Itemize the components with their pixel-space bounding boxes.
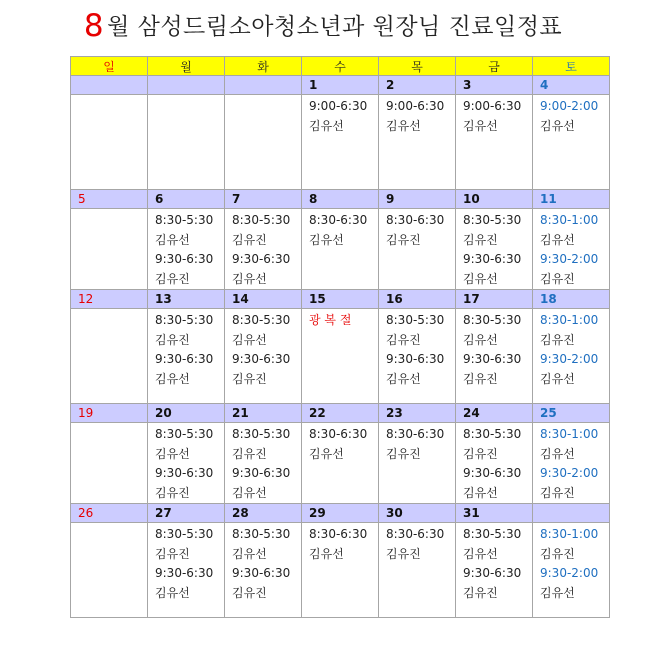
schedule-cell [148,95,225,190]
date-cell: 2 [379,76,456,95]
schedule-cell [71,95,148,190]
doctor-name: 김유진 [386,446,421,461]
doctor-name: 김유선 [540,371,575,386]
date-cell: 15 [302,290,379,309]
schedule-row [71,309,610,404]
doctor-name: 김유진 [155,546,190,561]
doctor-name: 김유선 [232,546,267,561]
schedule-hours: 광 복 절 [309,313,352,327]
schedule-hours: 8:30-5:30 [463,527,522,541]
doctor-name: 김유진 [386,332,421,347]
doctor-name: 김유선 [463,546,498,561]
doctor-name: 김유선 [155,585,190,600]
schedule-cell [456,95,533,190]
doctor-name: 김유선 [155,371,190,386]
weekday-header-wed: 수 [302,57,379,76]
date-cell: 18 [533,290,610,309]
schedule-hours: 8:30-5:30 [232,313,291,327]
date-cell: 17 [456,290,533,309]
doctor-name: 김유선 [540,585,575,600]
doctor-name: 김유진 [540,271,575,286]
schedule-hours: 8:30-5:30 [463,213,522,227]
doctor-name: 김유진 [540,546,575,561]
date-row [71,290,610,309]
schedule-hours: 9:30-6:30 [155,466,214,480]
date-cell: 28 [225,504,302,523]
schedule-hours: 9:30-6:30 [232,352,291,366]
date-cell: 7 [225,190,302,209]
doctor-name: 김유선 [232,271,267,286]
weekday-header-mon: 월 [148,57,225,76]
doctor-name: 김유선 [232,332,267,347]
date-cell: 13 [148,290,225,309]
schedule-cell [456,209,533,290]
date-cell: 9 [379,190,456,209]
schedule-hours: 9:00-2:00 [540,99,599,113]
date-cell: 26 [71,504,148,523]
schedule-hours: 8:30-6:30 [386,213,445,227]
schedule-hours: 8:30-6:30 [309,213,368,227]
schedule-cell [225,423,302,504]
schedule-hours: 9:30-2:00 [540,466,599,480]
schedule-cell [456,523,533,618]
doctor-name: 김유선 [309,118,344,133]
date-cell: 12 [71,290,148,309]
doctor-name: 김유진 [232,446,267,461]
schedule-hours: 8:30-5:30 [232,527,291,541]
weekday-header-tue: 화 [225,57,302,76]
doctor-name: 김유선 [309,232,344,247]
schedule-row [71,209,610,290]
schedule-hours: 8:30-5:30 [155,313,214,327]
weekday-header-thu: 목 [379,57,456,76]
schedule-hours: 9:30-2:00 [540,252,599,266]
schedule-cell [148,523,225,618]
schedule-row [71,423,610,504]
schedule-hours: 9:30-6:30 [155,352,214,366]
schedule-cell [379,95,456,190]
doctor-name: 김유선 [540,232,575,247]
schedule-cell [148,309,225,404]
schedule-cell [225,309,302,404]
date-cell: 6 [148,190,225,209]
schedule-hours: 9:30-6:30 [463,252,522,266]
schedule-cell [148,209,225,290]
date-cell: 4 [533,76,610,95]
schedule-cell [533,309,610,404]
date-cell [148,76,225,95]
date-cell [71,76,148,95]
schedule-hours: 9:00-6:30 [386,99,445,113]
doctor-name: 김유진 [540,332,575,347]
date-row [71,404,610,423]
schedule-cell [302,209,379,290]
doctor-name: 김유진 [540,485,575,500]
date-cell: 8 [302,190,379,209]
schedule-hours: 9:30-6:30 [463,566,522,580]
schedule-cell [302,523,379,618]
schedule-cell [533,209,610,290]
date-cell: 5 [71,190,148,209]
doctor-name: 김유진 [155,332,190,347]
date-cell: 24 [456,404,533,423]
doctor-name: 김유선 [540,118,575,133]
schedule-hours: 8:30-5:30 [232,427,291,441]
schedule-cell [71,209,148,290]
schedule-hours: 8:30-1:00 [540,313,599,327]
date-cell: 21 [225,404,302,423]
schedule-cell [456,423,533,504]
doctor-name: 김유진 [463,371,498,386]
doctor-name: 김유선 [463,485,498,500]
schedule-cell [225,523,302,618]
doctor-name: 김유진 [155,485,190,500]
schedule-hours: 8:30-6:30 [386,527,445,541]
schedule-hours: 9:30-6:30 [155,566,214,580]
schedule-cell [533,95,610,190]
doctor-name: 김유진 [232,232,267,247]
date-cell: 11 [533,190,610,209]
schedule-cell [533,423,610,504]
title-text: 월 삼성드림소아청소년과 원장님 진료일정표 [107,14,563,40]
schedule-hours: 8:30-5:30 [155,427,214,441]
schedule-cell [456,309,533,404]
date-cell [533,504,610,523]
doctor-name: 김유진 [386,232,421,247]
schedule-cell [379,309,456,404]
schedule-hours: 9:30-6:30 [232,252,291,266]
schedule-hours: 8:30-5:30 [386,313,445,327]
schedule-hours: 8:30-5:30 [232,213,291,227]
schedule-row [71,523,610,618]
page-title [0,8,646,44]
doctor-name: 김유진 [155,271,190,286]
doctor-name: 김유선 [309,546,344,561]
schedule-cell [379,423,456,504]
doctor-name: 김유선 [155,446,190,461]
date-cell: 3 [456,76,533,95]
schedule-hours: 8:30-5:30 [463,313,522,327]
schedule-cell [71,309,148,404]
doctor-name: 김유선 [463,118,498,133]
schedule-hours: 9:30-6:30 [232,566,291,580]
title-month: 8 [83,8,105,44]
schedule-hours: 8:30-5:30 [155,213,214,227]
date-cell: 27 [148,504,225,523]
schedule-hours: 8:30-1:00 [540,213,599,227]
weekday-header-fri: 금 [456,57,533,76]
doctor-name: 김유진 [232,371,267,386]
schedule-cell [379,523,456,618]
schedule-cell [71,423,148,504]
schedule-calendar [70,56,610,618]
schedule-cell [533,523,610,618]
schedule-hours: 8:30-6:30 [309,427,368,441]
doctor-name: 김유진 [386,546,421,561]
date-cell: 20 [148,404,225,423]
schedule-hours: 8:30-1:00 [540,427,599,441]
date-cell: 31 [456,504,533,523]
date-row [71,504,610,523]
schedule-cell [302,309,379,404]
doctor-name: 김유선 [386,371,421,386]
weekday-header-row [71,57,610,76]
schedule-hours: 9:30-2:00 [540,352,599,366]
schedule-hours: 8:30-1:00 [540,527,599,541]
schedule-hours: 8:30-6:30 [386,427,445,441]
doctor-name: 김유진 [463,585,498,600]
date-cell [225,76,302,95]
doctor-name: 김유선 [463,271,498,286]
schedule-hours: 8:30-5:30 [155,527,214,541]
doctor-name: 김유선 [386,118,421,133]
doctor-name: 김유선 [232,485,267,500]
schedule-hours: 9:30-6:30 [463,352,522,366]
schedule-hours: 8:30-5:30 [463,427,522,441]
doctor-name: 김유선 [155,232,190,247]
schedule-row [71,95,610,190]
schedule-cell [148,423,225,504]
date-cell: 1 [302,76,379,95]
doctor-name: 김유진 [463,232,498,247]
schedule-cell [302,95,379,190]
weekday-header-sat: 토 [533,57,610,76]
date-row [71,76,610,95]
schedule-cell [225,209,302,290]
date-cell: 16 [379,290,456,309]
doctor-name: 김유선 [463,332,498,347]
date-cell: 29 [302,504,379,523]
schedule-cell [379,209,456,290]
date-cell: 30 [379,504,456,523]
doctor-name: 김유진 [232,585,267,600]
date-cell: 10 [456,190,533,209]
schedule-hours: 9:30-6:30 [463,466,522,480]
doctor-name: 김유선 [309,446,344,461]
date-cell: 19 [71,404,148,423]
schedule-cell [302,423,379,504]
schedule-hours: 9:30-2:00 [540,566,599,580]
date-cell: 23 [379,404,456,423]
schedule-cell [71,523,148,618]
schedule-cell [225,95,302,190]
date-row [71,190,610,209]
schedule-hours: 9:30-6:30 [155,252,214,266]
schedule-hours: 9:30-6:30 [386,352,445,366]
schedule-hours: 8:30-6:30 [309,527,368,541]
date-cell: 14 [225,290,302,309]
doctor-name: 김유진 [463,446,498,461]
date-cell: 22 [302,404,379,423]
date-cell: 25 [533,404,610,423]
schedule-hours: 9:00-6:30 [309,99,368,113]
doctor-name: 김유선 [540,446,575,461]
schedule-hours: 9:30-6:30 [232,466,291,480]
weekday-header-sun: 일 [71,57,148,76]
schedule-hours: 9:00-6:30 [463,99,522,113]
